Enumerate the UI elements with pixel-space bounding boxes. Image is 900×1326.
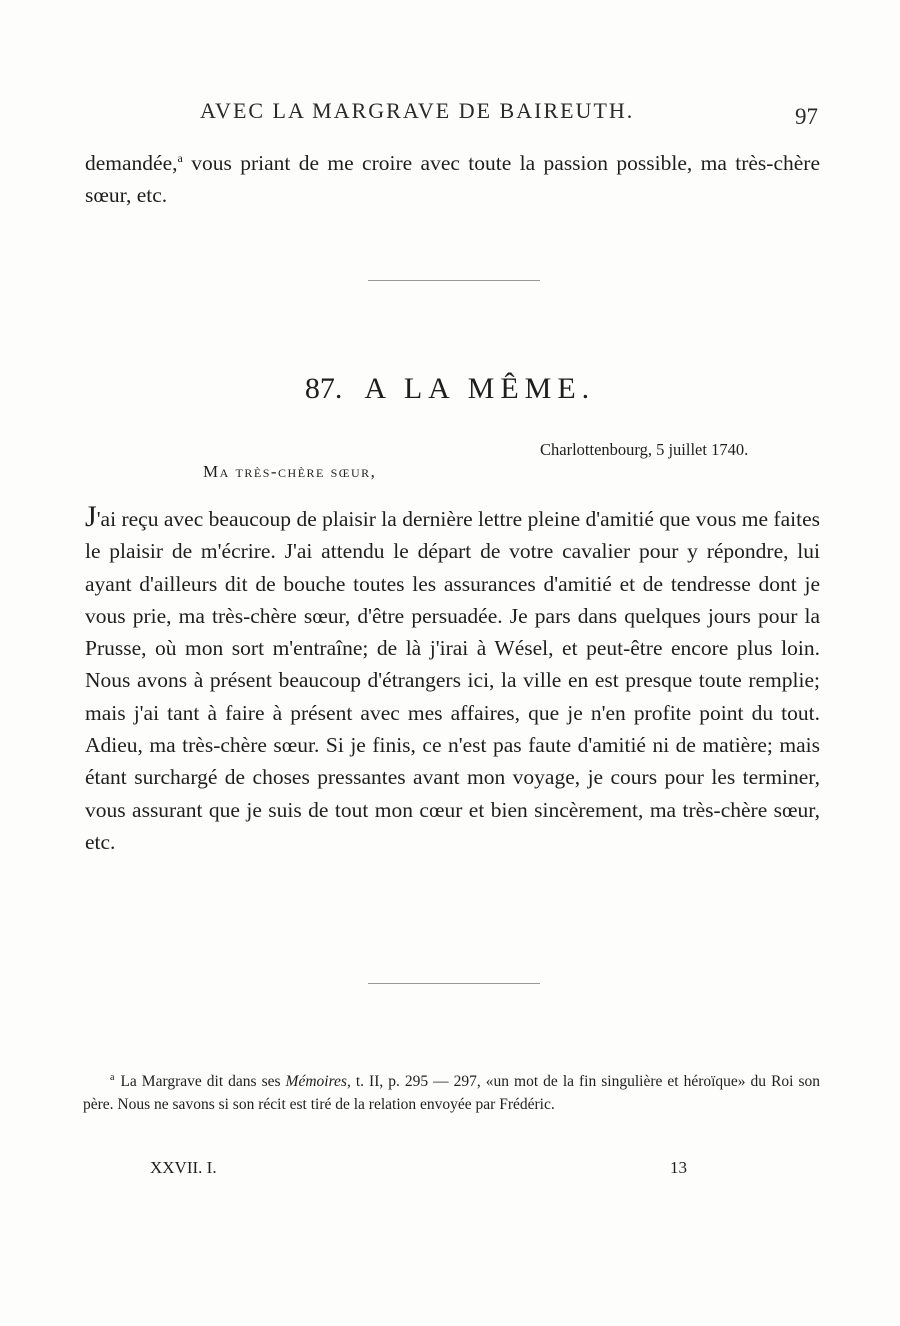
letter-salutation: Ma très-chère sœur, <box>203 462 377 481</box>
letter-dateline: Charlottenbourg, 5 juillet 1740. <box>540 440 749 459</box>
letter-number: 87. <box>304 372 343 405</box>
footnote-text-end: t. II, p. 295 — 297, «un mot de la fin singulière et héroïque» du Roi son père. Nous ne savons si son récit est tiré de la relation envoyée par Frédéric. <box>83 1073 821 1114</box>
letter-body-text: 'ai reçu avec beaucoup de plaisir la dernière lettre pleine d'amitié que vous me faites le plaisir de m'écrire. J'ai attendu le départ de votre cavalier pour y répondre, lui ayant d'ailleurs dit de bouche toutes les assurances d'amitié et de tendresse dont je vous prie, ma très-chère sœur, d'être persuadée. Je pars dans quelques jours pour la Prusse, où mon sort m'entraîne; de là j'irai à Wésel, et peut-être encore plus loin. Nous avons à présent beaucoup d'étrangers ici, la ville en est presque toute remplie; mais j'ai tant à faire à présent avec mes affaires, que je n'en profite point du tout. Adieu, ma très-chère sœur. Si je finis, ce n'est pas faute d'amitié ni de matière; mais étant surchargé de choses pressantes avant mon voyage, je cours pour les terminer, vous assurant que je suis de tout mon cœur et bien sincèrement, ma très-chère sœur, etc. <box>85 507 820 854</box>
letter-title: A LA MÊME. <box>364 372 596 405</box>
footnote <box>83 1066 820 1116</box>
continuation-text-end: vous priant de me croire avec toute la passion possible, ma très-chère sœur, etc. <box>85 151 820 208</box>
footnote-marker: a <box>110 1072 115 1083</box>
volume-signature: XXVII. I. <box>150 1158 217 1177</box>
footnote-italic-title: Mémoires, <box>285 1073 351 1091</box>
sheet-signature: 13 <box>670 1158 687 1177</box>
page-number: 97 <box>795 104 818 129</box>
section-divider-bottom <box>368 983 540 984</box>
continuation-paragraph <box>85 142 820 212</box>
section-divider <box>368 280 540 281</box>
letter-body <box>85 502 820 858</box>
footnote-text-start: La Margrave dit dans ses <box>120 1073 286 1091</box>
running-title: AVEC LA MARGRAVE DE BAIREUTH. <box>200 98 635 123</box>
footnote-reference[interactable]: a <box>177 151 183 165</box>
letter-heading <box>0 372 900 406</box>
continuation-text-start: demandée, <box>85 151 178 176</box>
initial-letter: J <box>85 500 97 533</box>
